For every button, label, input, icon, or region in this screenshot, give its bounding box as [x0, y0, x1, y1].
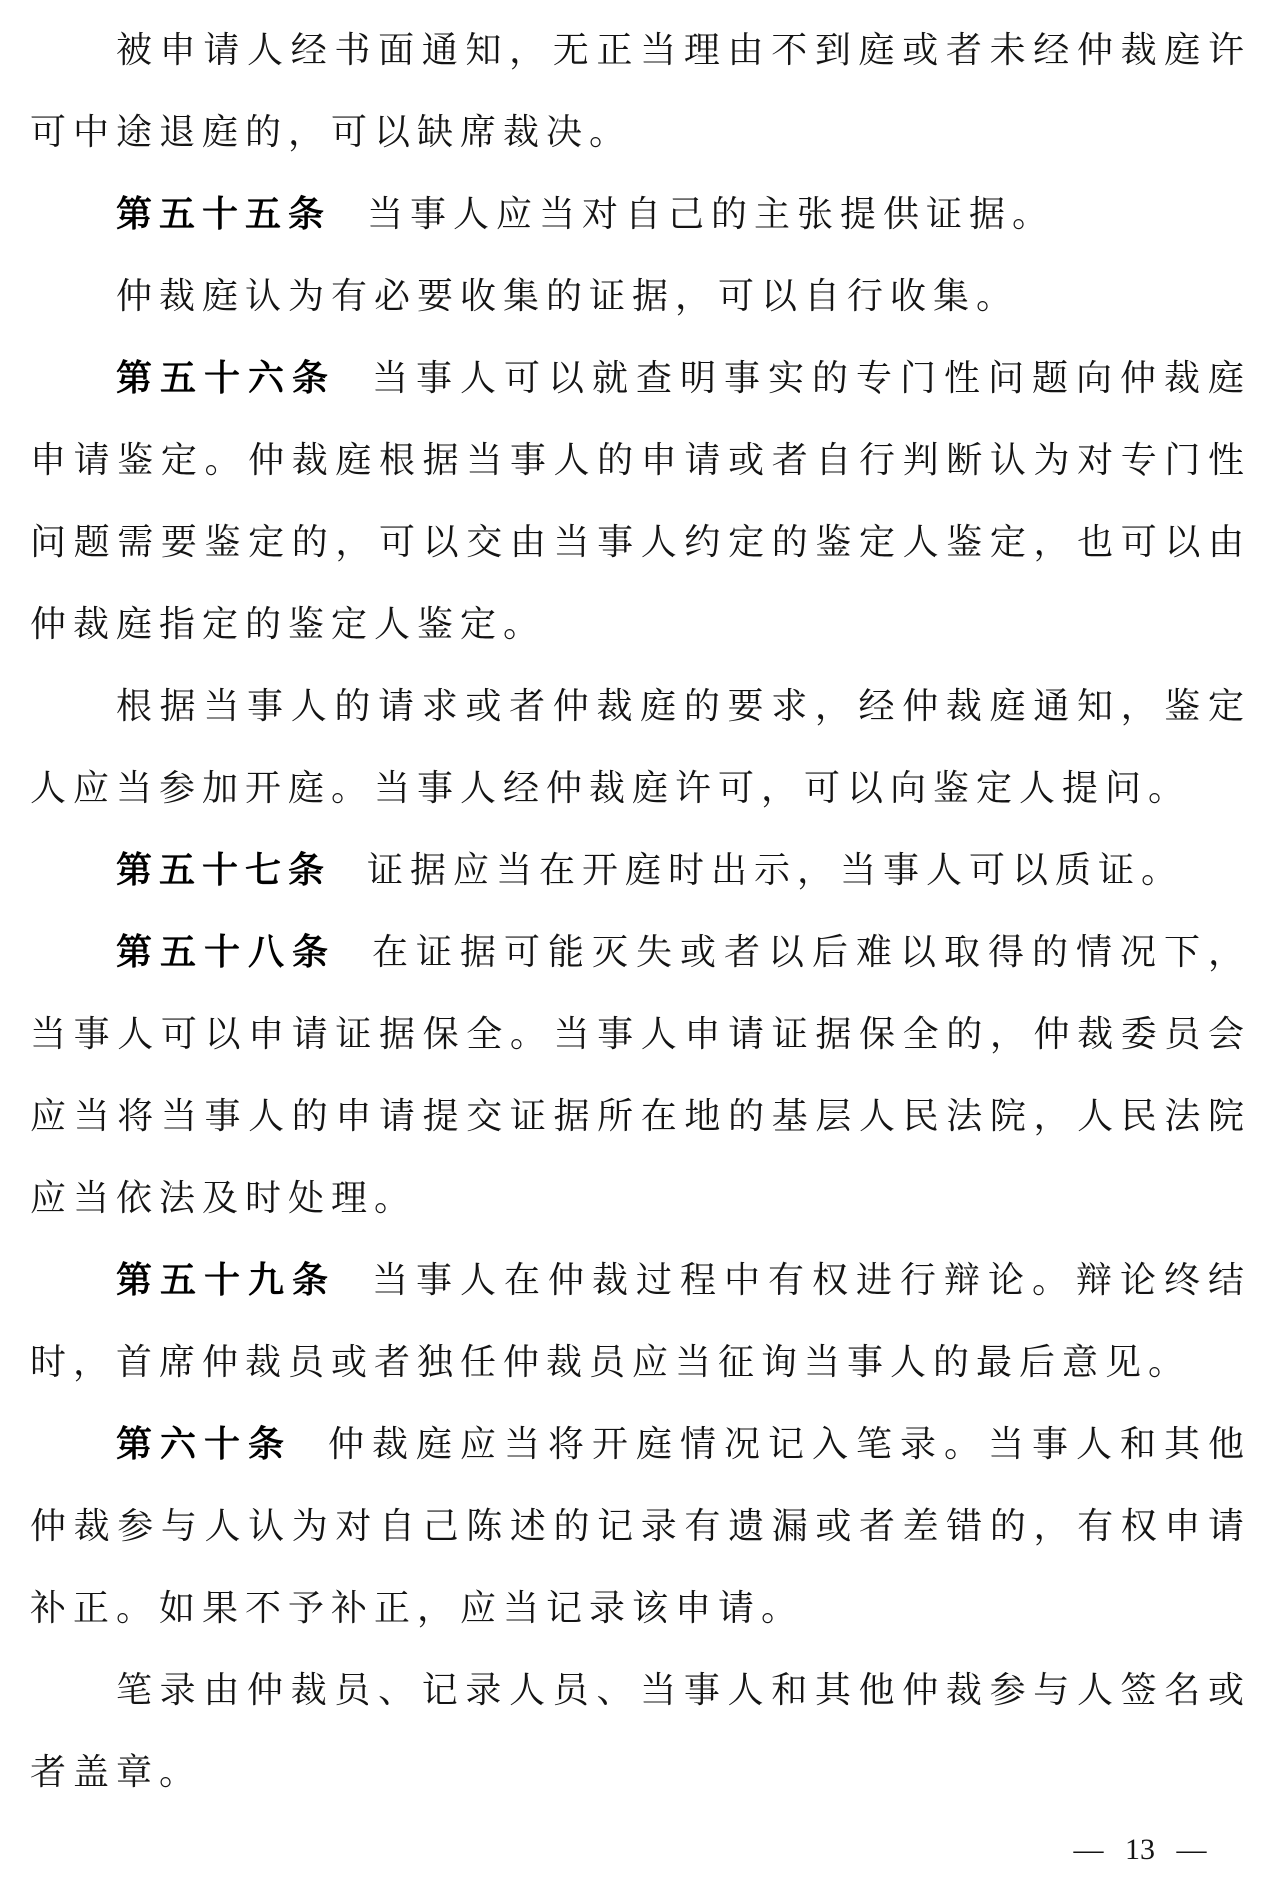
text-line: 时，首席仲裁员或者独任仲裁员应当征询当事人的最后意见。 [30, 1342, 1192, 1383]
article-57 [30, 830, 1251, 912]
article-60 [30, 1404, 1251, 1650]
article-line [30, 338, 1251, 420]
text-line: 补正。如果不予补正，应当记录该申请。 [30, 1588, 805, 1629]
article-line [30, 830, 1251, 912]
article-heading: 第六十条 [116, 1424, 292, 1465]
text-line: 当事人可以申请证据保全。当事人申请证据保全的，仲裁委员会 [30, 1014, 1251, 1055]
article-line [30, 1240, 1251, 1322]
article-55 [30, 174, 1251, 256]
document-page [30, 10, 1251, 1814]
article-text: 当事人应当对自己的主张提供证据。 [367, 194, 1056, 235]
article-heading: 第五十七条 [116, 850, 332, 891]
article-line [30, 912, 1251, 994]
article-heading: 第五十九条 [116, 1260, 336, 1301]
article-line [30, 1404, 1251, 1486]
article-text: 当事人在仲裁过程中有权进行辩论。辩论终结 [372, 1260, 1251, 1301]
text-line: 问题需要鉴定的，可以交由当事人约定的鉴定人鉴定，也可以由 [30, 522, 1251, 563]
text-line: 应当将当事人的申请提交证据所在地的基层人民法院，人民法院 [30, 1096, 1251, 1137]
article-heading: 第五十五条 [116, 194, 332, 235]
text-line: 申请鉴定。仲裁庭根据当事人的申请或者自行判断认为对专门性 [30, 440, 1251, 481]
article-heading: 第五十六条 [116, 358, 336, 399]
text-line: 根据当事人的请求或者仲裁庭的要求，经仲裁庭通知，鉴定 [116, 686, 1251, 727]
text-line: 笔录由仲裁员、记录人员、当事人和其他仲裁参与人签名或 [116, 1670, 1251, 1711]
text-line: 人应当参加开庭。当事人经仲裁庭许可，可以向鉴定人提问。 [30, 768, 1192, 809]
article-text: 在证据可能灭失或者以后难以取得的情况下， [372, 932, 1251, 973]
article-text: 仲裁庭应当将开庭情况记入笔录。当事人和其他 [328, 1424, 1251, 1465]
text-line: 仲裁参与人认为对自己陈述的记录有遗漏或者差错的，有权申请 [30, 1506, 1251, 1547]
paragraph [30, 666, 1251, 830]
paragraph [30, 10, 1251, 174]
paragraph [30, 1650, 1251, 1814]
article-heading: 第五十八条 [116, 932, 336, 973]
article-text: 证据应当在开庭时出示，当事人可以质证。 [367, 850, 1185, 891]
article-line [30, 174, 1251, 256]
article-text: 当事人可以就查明事实的专门性问题向仲裁庭 [372, 358, 1251, 399]
article-59 [30, 1240, 1251, 1404]
page-number: — 13 — [1073, 1833, 1207, 1866]
text-line: 仲裁庭认为有必要收集的证据，可以自行收集。 [116, 276, 1020, 317]
article-58 [30, 912, 1251, 1240]
text-line: 应当依法及时处理。 [30, 1178, 418, 1219]
text-line: 可中途退庭的，可以缺席裁决。 [30, 112, 633, 153]
article-56 [30, 338, 1251, 666]
paragraph [30, 256, 1251, 338]
text-line: 者盖章。 [30, 1752, 203, 1793]
text-line: 仲裁庭指定的鉴定人鉴定。 [30, 604, 547, 645]
text-line: 被申请人经书面通知，无正当理由不到庭或者未经仲裁庭许 [116, 30, 1251, 71]
